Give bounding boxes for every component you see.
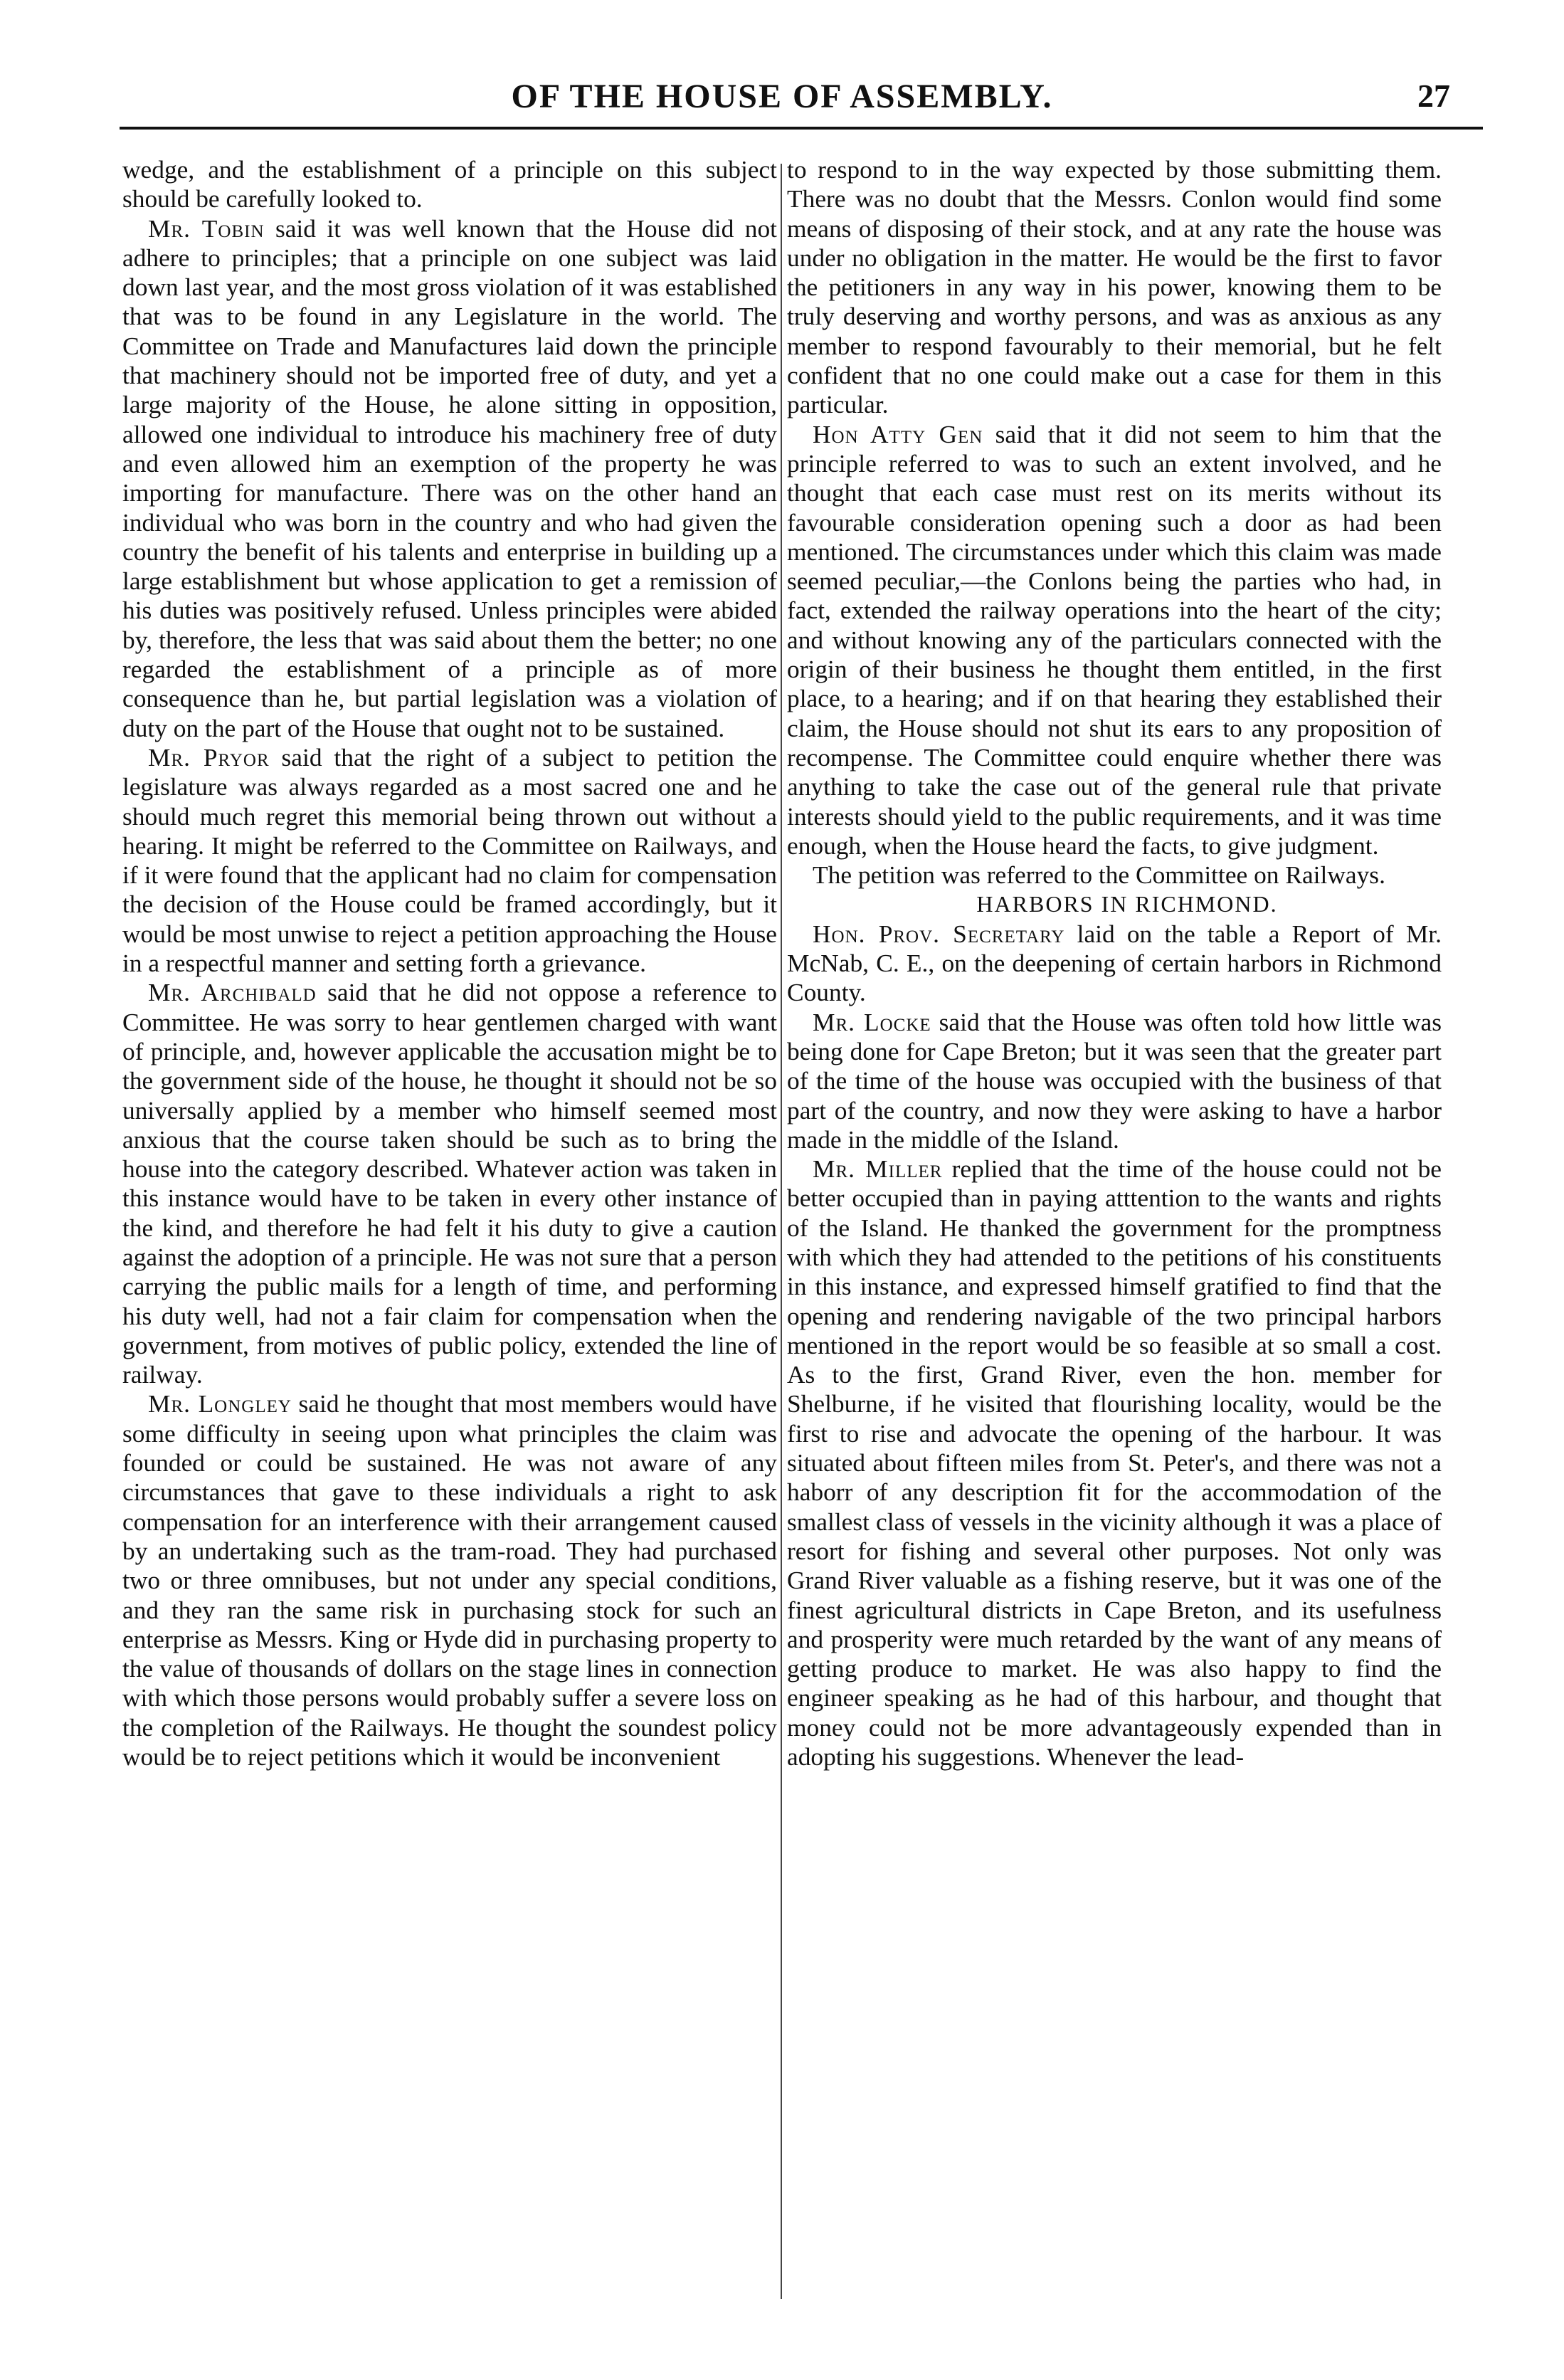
- right-column: [787, 155, 1442, 2290]
- speaker-name: Mr. Longley: [148, 1389, 292, 1418]
- left-column: [122, 155, 777, 2290]
- page-number: 27: [1417, 78, 1450, 114]
- paragraph: Mr. Pryor said that the right of a subject to petition the legislature was always regarded as a most sacred one and he should much regret this memorial being thrown out without a hearing. It might be referred to the Committee on Railways, and if it were found that the applicant had no claim for compensation the decision of the House could be framed accordingly, but it would be most unwise to reject a petition approaching the House in a respectful manner and setting forth a grievance.: [122, 742, 777, 978]
- paragraph: to respond to in the way expected by those submitting them. There was no doubt that the Messrs. Conlon would find some means of disposing of their stock, and at any rate the house was under no obligation in the matter. He would be the first to favor the petitioners in any way in his power, knowing them to be truly deserving and worthy persons, and was as anxious as any member to respond favourably to their memorial, but he felt confident that no one could make out a case for them in this particular.: [787, 155, 1442, 419]
- column-divider: [781, 164, 782, 2299]
- speaker-name: Hon Atty Gen: [813, 419, 983, 448]
- page-header: [0, 71, 1564, 128]
- paragraph: Hon Atty Gen said that it did not seem to him that the principle referred to was to such an extent involved, and he thought that each case must rest on its merits without its favourable consideration opening such a door as had been mentioned. The circumstances under which this claim was made seemed peculiar,—the Conlons being the parties who had, in fact, extended the railway operations into the heart of the city; and without knowing any of the particulars connected with the origin of their business he thought them entitled, in the first place, to a hearing; and if on that hearing they established their claim, the House should not shut its ears to any proposition of recompense. The Committee could enquire whether there was anything to take the case out of the general rule that private interests should yield to the public requirements, and it was time enough, when the House heard the facts, to give judgment.: [787, 419, 1442, 860]
- speaker-name: Mr. Archibald: [148, 978, 317, 1007]
- speaker-name: Mr. Tobin: [148, 214, 265, 243]
- speaker-name: Mr. Miller: [813, 1154, 943, 1184]
- paragraph: Mr. Miller replied that the time of the house could not be better occupied than in paying atttention to the wants and rights of the Island. He thanked the government for the promptness with which they had attended to the petitions of his constituents in this instance, and expressed himself gratified to find that the opening and rendering navigable of the two principal harbors mentioned in the report would be so feasible at so small a cost. As to the first, Grand River, even the hon. member for Shelburne, if he visited that flourishing locality, would be the first to rise and advocate the opening of the harbour. It was situated about fifteen miles from St. Peter's, and there was not a haborr of any description fit for the accommodation of the smallest class of vessels in the vicinity although it was a place of resort for fishing and several other purposes. Not only was Grand River valuable as a fishing reserve, but it was one of the finest agricultural districts in Cape Breton, and its usefulness and prosperity were much retarded by the want of any means of getting produce to market. He was also happy to find the engineer speaking as he had of this harbour, and thought that money could not be more advantageously expended than in adopting his suggestions. Whenever the lead-: [787, 1154, 1442, 1771]
- header-rule: [120, 127, 1483, 130]
- section-heading: HARBORS IN RICHMOND.: [976, 891, 1278, 917]
- paragraph: Mr. Longley said he thought that most members would have some difficulty in seeing upon what principles the claim was founded or could be sustained. He was not aware of any circumstances that gave to these individuals a right to ask compensation for an interference with their arrangement caused by an undertaking such as the tram-road. They had purchased two or three omnibuses, but not under any special conditions, and they ran the same risk in purchasing stock for such an enterprise as Messrs. King or Hyde did in purchasing property to the value of thousands of dollars on the stage lines in connection with which those persons would probably suffer a severe loss on the completion of the Railways. He thought the soundest policy would be to reject petitions which it would be inconvenient: [122, 1389, 777, 1771]
- paragraph: wedge, and the establishment of a principle on this subject should be carefully looked to.: [122, 155, 777, 214]
- paragraph: Mr. Tobin said it was well known that the House did not adhere to principles; that a principle on one subject was laid down last year, and the most gross violation of it was established that was to be found in any Legislature in the world. The Committee on Trade and Manufactures laid down the principle that machinery should not be imported free of duty, and yet a large majority of the House, he alone sitting in opposition, allowed one individual to introduce his machinery free of duty and even allowed him an exemption of the property he was importing for manufacture. There was on the other hand an individual who was born in the country and who had given the country the benefit of his talents and enterprise in building up a large establishment but whose application to get a remission of his duties was positively refused. Unless principles were abided by, therefore, the less that was said about them the better; no one regarded the establishment of a principle as of more consequence than he, but partial legislation was a violation of duty on the part of the House that ought not to be sustained.: [122, 214, 777, 742]
- speaker-name: Mr. Locke: [813, 1007, 931, 1036]
- running-title: OF THE HOUSE OF ASSEMBLY.: [511, 78, 1053, 115]
- paragraph: Hon. Prov. Secretary laid on the table a Report of Mr. McNab, C. E., on the deepening of certain harbors in Richmond County.: [787, 919, 1442, 1007]
- paragraph: Mr. Archibald said that he did not oppose a reference to Committee. He was sorry to hear gentlemen charged with want of principle, and, however applicable the accusation might be to the government side of the house, he thought it should not be so universally applied by a member who himself seemed most anxious that the course taken should be such as to bring the house into the category described. Whatever action was taken in this instance would have to be taken in every other instance of the kind, and therefore he had felt it his duty to give a caution against the adoption of a principle. He was not sure that a person carrying the public mails for a length of time, and performing his duty well, had not a fair claim for compensation when the government, from motives of public policy, extended the line of railway.: [122, 978, 777, 1389]
- paragraph: Mr. Locke said that the House was often told how little was being done for Cape Breton; but it was seen that the greater part of the time of the house was occupied with the business of that part of the country, and now they were asking to have a harbor made in the middle of the Island.: [787, 1007, 1442, 1154]
- paragraph: The petition was referred to the Committee on Railways.: [813, 860, 1385, 890]
- speaker-name: Hon. Prov. Secretary: [813, 919, 1065, 948]
- speaker-name: Mr. Pryor: [148, 742, 270, 772]
